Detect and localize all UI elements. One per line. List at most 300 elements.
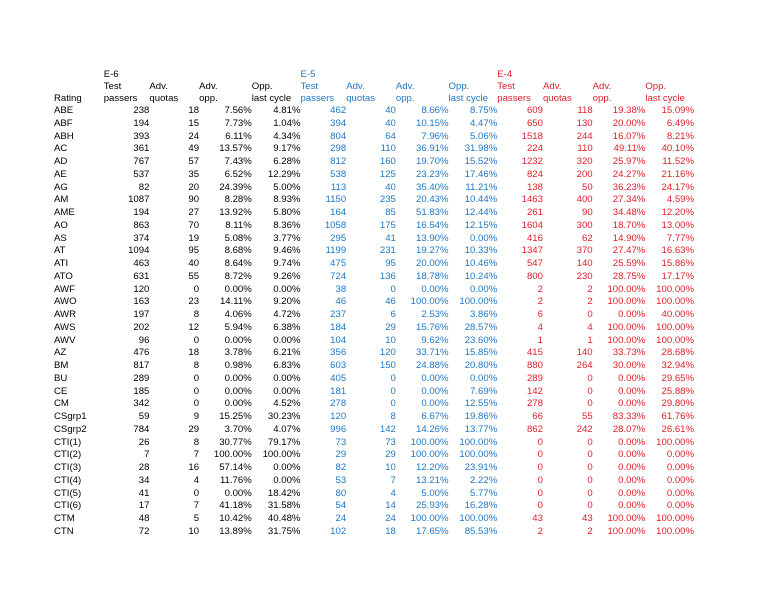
e5-value-cell: 29 — [335, 449, 347, 461]
table-row — [54, 475, 694, 488]
e4-value-cell: 100.00% — [656, 334, 695, 346]
e4-value-cell: 100.00% — [656, 321, 695, 333]
e5-value-cell: 40 — [385, 117, 396, 129]
e6-value-cell: 49 — [188, 143, 200, 155]
e5-value-cell: 7.96% — [421, 130, 449, 142]
rating-cell: AZ — [54, 347, 67, 359]
e6-value-cell: 18 — [188, 347, 200, 359]
e6-value-cell: 7 — [193, 449, 200, 461]
header-blank — [346, 69, 396, 81]
e4-value-cell: 25.88% — [661, 385, 695, 397]
e5-value-cell: 53 — [335, 474, 347, 486]
e5-value-cell: 237 — [330, 309, 347, 320]
e5-value-cell: 64 — [385, 130, 396, 142]
e4-value-cell: 20.00% — [612, 117, 646, 129]
e5-value-cell: 24 — [385, 513, 396, 524]
rating-cell: CTI(2) — [54, 449, 82, 461]
e4-value-cell: 100.00% — [607, 321, 646, 333]
e5-value-cell: 0.00% — [421, 398, 449, 410]
e6-value-cell: 0.00% — [224, 283, 252, 295]
e5-value-cell: 150 — [379, 360, 396, 371]
column-header-line1: Adv. — [346, 81, 365, 92]
e5-value-cell: 10.33% — [464, 245, 498, 257]
e4-value-cell: 100.00% — [656, 513, 695, 524]
e6-value-cell: 31.58% — [267, 500, 301, 512]
e4-value-cell: 300 — [576, 219, 593, 231]
e4-value-cell: 1463 — [521, 194, 543, 206]
table-row — [54, 526, 694, 539]
e5-value-cell: 8.75% — [470, 105, 498, 116]
e4-value-cell: 14.90% — [612, 232, 646, 244]
column-header-line1: Test — [300, 81, 319, 92]
column-header-line1: Opp. — [645, 81, 667, 92]
e5-value-cell: 18.78% — [416, 270, 449, 282]
e6-value-cell: 59 — [138, 411, 150, 422]
e4-value-cell: 370 — [576, 245, 593, 257]
e4-value-cell: 2 — [537, 283, 543, 295]
e5-value-cell: 11.21% — [465, 181, 498, 193]
e6-value-cell: 1.04% — [273, 117, 301, 129]
e6-value-cell: 41.18% — [219, 500, 252, 512]
e5-value-cell: 41 — [385, 232, 396, 244]
e5-value-cell: 298 — [330, 143, 347, 155]
header-blank — [54, 69, 104, 81]
e5-value-cell: 24.88% — [416, 360, 449, 371]
e4-value-cell: 100.00% — [607, 283, 646, 295]
e4-value-cell: 800 — [526, 270, 543, 282]
e6-value-cell: 55 — [188, 270, 200, 282]
e4-value-cell: 16.63% — [661, 245, 695, 257]
e5-value-cell: 181 — [330, 385, 347, 397]
e4-value-cell: 8.21% — [666, 130, 695, 142]
e5-value-cell: 1199 — [325, 245, 347, 257]
rating-cell: AG — [54, 181, 68, 193]
e4-value-cell: 28.68% — [661, 347, 695, 359]
header-blank — [593, 69, 646, 81]
header-blank — [543, 69, 593, 81]
e4-value-cell: 2 — [587, 283, 593, 295]
table-row — [54, 156, 694, 169]
e5-value-cell: 10.15% — [416, 117, 449, 129]
e4-value-cell: 25.59% — [612, 258, 646, 269]
e5-value-cell: 110 — [380, 143, 396, 155]
e6-value-cell: 100.00% — [262, 449, 301, 461]
e6-value-cell: 0 — [193, 283, 200, 295]
e6-value-cell: 96 — [138, 334, 150, 346]
e5-group-title: E-5 — [300, 69, 316, 80]
e6-value-cell: 0.00% — [273, 474, 301, 486]
e4-value-cell: 16.07% — [612, 130, 646, 142]
table-row — [54, 386, 694, 399]
e4-value-cell: 90 — [581, 207, 593, 218]
e6-value-cell: 7 — [144, 449, 150, 461]
e4-value-cell: 66 — [532, 411, 543, 422]
e5-value-cell: 19.86% — [464, 411, 498, 422]
e6-value-cell: 6.38% — [273, 321, 301, 333]
e6-value-cell: 194 — [133, 117, 150, 129]
e4-value-cell: 100.00% — [656, 525, 695, 537]
e5-value-cell: 278 — [330, 398, 347, 410]
e6-value-cell: 9.26% — [273, 270, 301, 282]
rating-cell: CSgrp1 — [54, 411, 87, 422]
e6-value-cell: 202 — [133, 321, 150, 333]
e4-value-cell: 0.00% — [618, 372, 646, 384]
e4-value-cell: 100.00% — [656, 283, 695, 295]
e6-value-cell: 8 — [193, 436, 200, 448]
e4-value-cell: 0.00% — [618, 309, 646, 320]
e5-value-cell: 10 — [385, 334, 396, 346]
e6-value-cell: 7.56% — [224, 105, 252, 116]
rating-cell: AC — [54, 143, 68, 155]
e5-value-cell: 85 — [385, 207, 396, 218]
rating-cell: AWS — [54, 321, 76, 333]
e5-value-cell: 15.85% — [464, 347, 498, 359]
e4-value-cell: 25.97% — [612, 156, 646, 167]
e5-value-cell: 54 — [335, 500, 347, 512]
rating-cell: AE — [54, 168, 67, 180]
e5-value-cell: 0.00% — [470, 232, 498, 244]
e6-value-cell: 8.28% — [224, 194, 252, 206]
e5-value-cell: 13.77% — [464, 423, 498, 435]
e5-value-cell: 295 — [330, 232, 347, 244]
e6-value-cell: 767 — [133, 156, 150, 167]
e4-value-cell: 1 — [537, 334, 543, 346]
e5-value-cell: 12.55% — [464, 398, 498, 410]
e5-value-cell: 23.91% — [464, 462, 498, 473]
table-row — [54, 335, 694, 348]
header-blank — [252, 69, 301, 81]
table-body — [54, 105, 694, 539]
e6-value-cell: 9 — [193, 411, 200, 422]
table-row — [54, 513, 694, 526]
e4-value-cell: 0 — [587, 436, 593, 448]
e6-value-cell: 12.29% — [267, 168, 301, 180]
e5-value-cell: 85.53% — [464, 525, 498, 537]
e5-value-cell: 13.90% — [416, 232, 449, 244]
e6-value-cell: 10 — [188, 525, 200, 537]
e5-value-cell: 102 — [330, 525, 347, 537]
column-header-line2: last cycle — [251, 93, 292, 104]
e4-value-cell: 547 — [526, 258, 543, 269]
column-header-line2: quotas — [149, 93, 179, 104]
e6-value-cell: 8 — [193, 360, 200, 371]
e5-value-cell: 100.00% — [459, 513, 498, 524]
e6-value-cell: 8.72% — [224, 270, 252, 282]
rating-cell: ABE — [54, 105, 74, 116]
e6-value-cell: 15 — [188, 117, 200, 129]
e6-value-cell: 9.20% — [273, 296, 301, 308]
rating-cell: AME — [54, 207, 75, 218]
e5-value-cell: 6 — [390, 309, 396, 320]
e4-value-cell: 0 — [537, 487, 543, 499]
e5-value-cell: 19.70% — [416, 156, 449, 167]
e6-value-cell: 0.00% — [224, 385, 252, 397]
e6-value-cell: 5 — [193, 513, 200, 524]
e6-group-title: E-6 — [103, 69, 119, 80]
e6-value-cell: 18 — [188, 105, 200, 116]
e5-value-cell: 73 — [335, 436, 347, 448]
rating-cell: CE — [54, 385, 68, 397]
e4-value-cell: 27.47% — [612, 245, 646, 257]
header-blank — [149, 69, 199, 81]
e4-value-cell: 11.52% — [662, 156, 695, 167]
table-row — [54, 220, 694, 233]
e6-value-cell: 5.94% — [224, 321, 252, 333]
e5-value-cell: 29 — [385, 321, 396, 333]
e5-value-cell: 40 — [385, 181, 396, 193]
header-blank — [645, 69, 694, 81]
rating-cell: CM — [54, 398, 69, 410]
e4-value-cell: 320 — [576, 156, 593, 167]
e5-value-cell: 13.21% — [416, 474, 449, 486]
e4-value-cell: 61.76% — [661, 411, 695, 422]
e6-value-cell: 10.42% — [219, 513, 252, 524]
e4-value-cell: 83.33% — [612, 411, 646, 422]
e4-value-cell: 18.70% — [612, 219, 646, 231]
table-header — [54, 69, 694, 105]
e4-value-cell: 0.00% — [618, 385, 646, 397]
table-row — [54, 131, 694, 144]
e5-value-cell: 14.26% — [416, 423, 449, 435]
e4-value-cell: 0.00% — [666, 500, 695, 512]
e6-value-cell: 8.93% — [273, 194, 301, 206]
e6-value-cell: 6.52% — [224, 168, 252, 180]
e5-value-cell: 231 — [379, 245, 396, 257]
e6-value-cell: 6.28% — [273, 156, 301, 167]
e4-value-cell: 32.94% — [661, 360, 695, 371]
e6-value-cell: 863 — [133, 219, 150, 231]
e5-value-cell: 724 — [330, 270, 347, 282]
e5-value-cell: 10 — [385, 462, 396, 473]
e6-value-cell: 0.00% — [273, 385, 301, 397]
e6-value-cell: 4 — [193, 474, 200, 486]
e5-value-cell: 23.23% — [416, 168, 449, 180]
e4-value-cell: 140 — [576, 347, 593, 359]
e6-value-cell: 17 — [138, 500, 150, 512]
e6-value-cell: 41 — [138, 487, 150, 499]
rating-cell: CTI(5) — [54, 487, 82, 499]
e4-value-cell: 824 — [526, 168, 543, 180]
e4-value-cell: 15.09% — [661, 105, 695, 116]
e4-value-cell: 0.00% — [618, 436, 646, 448]
e4-value-cell: 33.73% — [612, 347, 646, 359]
e4-value-cell: 29.80% — [661, 398, 695, 410]
e4-value-cell: 24.27% — [612, 168, 646, 180]
e5-value-cell: 475 — [330, 258, 347, 269]
rating-cell: AWV — [54, 334, 76, 346]
e5-value-cell: 812 — [330, 156, 347, 167]
e6-value-cell: 29 — [188, 423, 200, 435]
e4-value-cell: 34.48% — [612, 207, 646, 218]
e4-value-cell: 2 — [587, 525, 593, 537]
header-row-line1 — [54, 81, 694, 93]
e6-value-cell: 0.00% — [273, 462, 301, 473]
e5-value-cell: 100.00% — [410, 436, 449, 448]
e6-value-cell: 3.78% — [224, 347, 252, 359]
e6-value-cell: 238 — [133, 105, 150, 116]
e6-value-cell: 14.11% — [219, 296, 252, 308]
table-row — [54, 169, 694, 182]
e6-value-cell: 0.00% — [224, 398, 252, 410]
header-blank — [396, 69, 449, 81]
e5-value-cell: 12.44% — [464, 207, 498, 218]
e4-value-cell: 40.00% — [661, 309, 695, 320]
rating-cell: AO — [54, 219, 68, 231]
rating-cell: ABF — [54, 117, 73, 129]
column-header-line1: Opp. — [448, 81, 470, 92]
e6-value-cell: 631 — [133, 270, 150, 282]
e5-value-cell: 10.46% — [464, 258, 498, 269]
e4-value-cell: 1518 — [521, 130, 543, 142]
e5-value-cell: 0 — [390, 372, 396, 384]
e5-value-cell: 356 — [330, 347, 347, 359]
table-row — [54, 105, 694, 118]
e4-value-cell: 100.00% — [607, 334, 646, 346]
rating-cell: CSgrp2 — [54, 423, 87, 435]
e5-value-cell: 142 — [379, 423, 396, 435]
table-row — [54, 182, 694, 195]
e5-value-cell: 4 — [390, 487, 396, 499]
e4-value-cell: 7.77% — [666, 232, 695, 244]
e4-value-cell: 416 — [526, 232, 543, 244]
e6-value-cell: 3.70% — [224, 423, 252, 435]
e5-value-cell: 46 — [335, 296, 347, 308]
e5-value-cell: 19.27% — [416, 245, 449, 257]
table-row — [54, 207, 694, 220]
e5-value-cell: 0.00% — [470, 372, 498, 384]
e5-value-cell: 15.52% — [464, 156, 498, 167]
e6-value-cell: 7.43% — [224, 156, 252, 167]
e6-value-cell: 9.17% — [273, 143, 301, 155]
e6-value-cell: 817 — [133, 360, 150, 371]
e4-value-cell: 36.23% — [612, 181, 646, 193]
e4-value-cell: 100.00% — [607, 513, 646, 524]
e5-value-cell: 40 — [385, 105, 396, 116]
header-row-grade — [54, 69, 694, 81]
column-header-line1: Adv. — [592, 81, 612, 92]
e5-value-cell: 603 — [330, 360, 347, 371]
e6-value-cell: 9.46% — [273, 245, 301, 257]
column-header-line1: Test — [497, 81, 515, 92]
e4-value-cell: 140 — [576, 258, 593, 269]
e6-value-cell: 40.48% — [267, 513, 301, 524]
e4-value-cell: 118 — [577, 105, 593, 116]
e6-value-cell: 4.72% — [273, 309, 301, 320]
column-header-line2: last cycle — [645, 93, 685, 104]
e6-value-cell: 0 — [193, 372, 200, 384]
e6-value-cell: 31.75% — [267, 525, 301, 537]
column-header-line2: opp. — [199, 93, 218, 104]
e4-value-cell: 0 — [587, 500, 593, 512]
e5-value-cell: 100.00% — [459, 449, 498, 461]
e6-value-cell: 8.11% — [225, 219, 252, 231]
e4-value-cell: 21.16% — [661, 168, 695, 180]
e6-value-cell: 12 — [188, 321, 200, 333]
e5-value-cell: 394 — [330, 117, 347, 129]
e6-value-cell: 0 — [193, 487, 200, 499]
e6-value-cell: 120 — [133, 283, 150, 295]
e6-value-cell: 185 — [133, 385, 150, 397]
table-row — [54, 309, 694, 322]
e4-value-cell: 261 — [526, 207, 543, 218]
table-row — [54, 462, 694, 475]
e6-value-cell: 82 — [138, 181, 150, 193]
e4-value-cell: 1347 — [521, 245, 543, 257]
table-row — [54, 245, 694, 258]
e4-value-cell: 400 — [576, 194, 593, 206]
rating-cell: CTI(1) — [54, 436, 82, 448]
e6-value-cell: 23 — [188, 296, 200, 308]
e4-value-cell: 24.17% — [661, 181, 695, 193]
e6-value-cell: 0.00% — [224, 487, 252, 499]
e6-value-cell: 5.00% — [273, 181, 301, 193]
table-row — [54, 449, 694, 462]
column-header-line1: Adv. — [395, 81, 415, 92]
e4-value-cell: 100.00% — [607, 296, 646, 308]
e4-value-cell: 0 — [537, 462, 543, 473]
e4-value-cell: 43 — [581, 513, 593, 524]
e4-value-cell: 55 — [581, 411, 593, 422]
e4-value-cell: 6 — [537, 309, 543, 320]
e6-value-cell: 7 — [193, 500, 200, 512]
e4-value-cell: 0 — [537, 500, 543, 512]
e4-value-cell: 880 — [526, 360, 543, 371]
table-row — [54, 322, 694, 335]
rating-cell: CTI(4) — [54, 474, 82, 486]
e4-group-title: E-4 — [497, 69, 513, 80]
e6-value-cell: 0.00% — [224, 334, 252, 346]
e6-value-cell: 24 — [188, 130, 200, 142]
e6-value-cell: 0.00% — [224, 372, 252, 384]
e6-value-cell: 6.11% — [225, 130, 252, 142]
e4-value-cell: 4.59% — [666, 194, 695, 206]
e4-value-cell: 0.00% — [618, 449, 646, 461]
e6-value-cell: 537 — [133, 168, 150, 180]
e5-value-cell: 24 — [335, 513, 347, 524]
e4-value-cell: 50 — [581, 181, 593, 193]
rating-column-header: Rating — [54, 93, 82, 104]
e5-value-cell: 20.43% — [416, 194, 449, 206]
e4-value-cell: 15.86% — [661, 258, 695, 269]
e6-value-cell: 0.98% — [224, 360, 252, 371]
e4-value-cell: 609 — [526, 105, 543, 116]
e5-value-cell: 15.76% — [416, 321, 449, 333]
e4-value-cell: 0.00% — [666, 449, 695, 461]
e5-value-cell: 8 — [390, 411, 396, 422]
table-row — [54, 488, 694, 501]
e6-value-cell: 79.17% — [267, 436, 301, 448]
e4-value-cell: 62 — [581, 232, 593, 244]
e6-value-cell: 24.39% — [219, 181, 252, 193]
rating-cell: ATO — [54, 270, 73, 282]
e6-value-cell: 393 — [133, 130, 150, 142]
table-row — [54, 373, 694, 386]
e6-value-cell: 194 — [133, 207, 150, 218]
e4-value-cell: 2 — [537, 525, 543, 537]
e5-value-cell: 17.46% — [464, 168, 498, 180]
e4-value-cell: 0 — [587, 474, 593, 486]
e6-value-cell: 13.89% — [219, 525, 252, 537]
e4-value-cell: 49.11% — [613, 143, 646, 155]
column-header-line2: quotas — [346, 93, 375, 104]
header-blank — [54, 81, 104, 93]
e4-value-cell: 200 — [576, 168, 593, 180]
e5-value-cell: 8.66% — [421, 105, 449, 116]
e6-value-cell: 5.80% — [273, 207, 301, 218]
e5-value-cell: 51.83% — [416, 207, 449, 218]
e5-value-cell: 35.40% — [416, 181, 449, 193]
e6-value-cell: 20 — [188, 181, 200, 193]
